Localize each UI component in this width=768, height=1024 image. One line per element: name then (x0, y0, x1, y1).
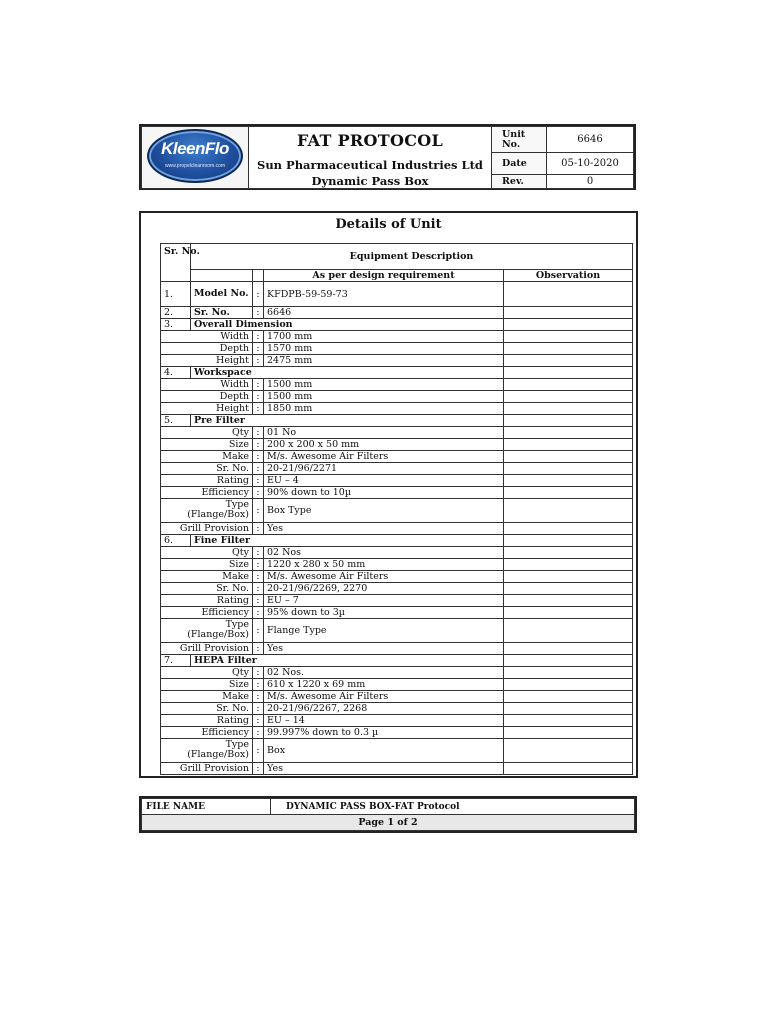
spec-row (161, 439, 633, 451)
spec-value: 2475 mm (264, 355, 504, 367)
spec-label: Qty (161, 546, 253, 558)
spec-label: Rating (161, 714, 253, 726)
spec-row (161, 463, 633, 475)
spec-colon: : (253, 642, 264, 654)
spec-colon: : (253, 582, 264, 594)
spec-colon: : (253, 678, 264, 690)
spec-observation (504, 319, 633, 331)
spec-colon: : (253, 702, 264, 714)
spec-section-title: Workspace (191, 367, 504, 379)
spec-label: Qty (161, 666, 253, 678)
spec-observation (504, 726, 633, 738)
spec-section-title: HEPA Filter (191, 654, 504, 666)
doc-title: FAT PROTOCOL (296, 131, 444, 150)
spec-observation (504, 534, 633, 546)
spec-observation (504, 606, 633, 618)
spec-colon: : (253, 558, 264, 570)
spec-colon: : (253, 463, 264, 475)
spec-observation (504, 355, 633, 367)
observation-header: Observation (504, 270, 633, 282)
spec-sr: 2. (161, 307, 191, 319)
spec-label: Grill Provision (161, 642, 253, 654)
spec-value: Yes (264, 522, 504, 534)
spec-value: 90% down to 10µ (264, 486, 504, 498)
spec-row (161, 702, 633, 714)
spec-colon: : (253, 486, 264, 498)
spec-observation (504, 678, 633, 690)
spec-label: Size (161, 678, 253, 690)
spec-colon: : (253, 439, 264, 451)
spec-label: Width (161, 379, 253, 391)
logo-cell (142, 127, 249, 189)
spec-value: 1850 mm (264, 403, 504, 415)
spec-section-title: Pre Filter (191, 415, 504, 427)
rev-label: Rev. (492, 175, 547, 189)
spec-row (161, 391, 633, 403)
spec-colon: : (253, 726, 264, 738)
logo-text: KleenFlo (161, 138, 229, 158)
spec-colon: : (253, 474, 264, 486)
spec-colon: : (253, 714, 264, 726)
spec-label: Efficiency (161, 486, 253, 498)
spec-colon: : (253, 666, 264, 678)
spec-value: M/s. Awesome Air Filters (264, 451, 504, 463)
spec-label: Make (161, 570, 253, 582)
spec-row (161, 558, 633, 570)
spec-label: Model No. (191, 282, 253, 307)
spec-colon: : (253, 594, 264, 606)
spec-value: 1500 mm (264, 391, 504, 403)
file-name-label: FILE NAME (142, 799, 271, 815)
details-of-unit-box (139, 211, 638, 778)
spec-label: Sr. No. (191, 307, 253, 319)
spec-row (161, 343, 633, 355)
spec-colon: : (253, 570, 264, 582)
spec-observation (504, 391, 633, 403)
spec-sr: 6. (161, 534, 191, 546)
spec-label: Sr. No. (161, 702, 253, 714)
spec-value: 200 x 200 x 50 mm (264, 439, 504, 451)
title-cell (249, 127, 492, 189)
sr-no-header: Sr. No. (161, 244, 191, 282)
date-label: Date (492, 153, 547, 175)
spec-observation (504, 594, 633, 606)
spec-value: Yes (264, 642, 504, 654)
spec-observation (504, 666, 633, 678)
spec-observation (504, 343, 633, 355)
spec-section-row (161, 319, 633, 331)
spec-row (161, 451, 633, 463)
date-value: 05-10-2020 (547, 153, 634, 175)
spec-row (161, 498, 633, 522)
spec-colon: : (253, 498, 264, 522)
spec-colon: : (253, 427, 264, 439)
spec-observation (504, 451, 633, 463)
spec-label: Type (Flange/Box) (161, 498, 253, 522)
spec-colon: : (253, 522, 264, 534)
spec-value: 02 Nos. (264, 666, 504, 678)
spec-table (160, 243, 633, 775)
spec-label: Size (161, 558, 253, 570)
spec-value: 1220 x 280 x 50 mm (264, 558, 504, 570)
spec-label: Qty (161, 427, 253, 439)
spec-row (161, 403, 633, 415)
spec-subheader-row (161, 270, 633, 282)
spec-colon: : (253, 606, 264, 618)
spec-observation (504, 486, 633, 498)
spec-value: Yes (264, 762, 504, 774)
spec-observation (504, 690, 633, 702)
spec-row (161, 762, 633, 774)
spec-label: Height (161, 403, 253, 415)
spec-value: Box (264, 738, 504, 762)
spec-colon: : (253, 618, 264, 642)
spec-label: Depth (161, 391, 253, 403)
unit-value: 6646 (547, 127, 634, 153)
spec-value: 99.997% down to 0.3 µ (264, 726, 504, 738)
spec-row (161, 594, 633, 606)
spec-observation (504, 762, 633, 774)
spec-row (161, 570, 633, 582)
spec-value: M/s. Awesome Air Filters (264, 690, 504, 702)
spec-observation (504, 570, 633, 582)
spec-label: Height (161, 355, 253, 367)
spec-row (161, 307, 633, 319)
spec-row (161, 678, 633, 690)
spec-value: 6646 (264, 307, 504, 319)
spec-colon: : (253, 379, 264, 391)
unit-label: Unit No. (492, 127, 547, 153)
spec-label: Type (Flange/Box) (161, 738, 253, 762)
spec-value: EU – 4 (264, 474, 504, 486)
rev-value: 0 (547, 175, 634, 189)
spec-table-body (161, 244, 633, 775)
spec-colon: : (253, 451, 264, 463)
spec-value: 1570 mm (264, 343, 504, 355)
spec-label: Rating (161, 474, 253, 486)
spec-label: Grill Provision (161, 762, 253, 774)
spec-observation (504, 367, 633, 379)
spec-row (161, 738, 633, 762)
spec-value: EU – 7 (264, 594, 504, 606)
spec-observation (504, 379, 633, 391)
spec-row (161, 726, 633, 738)
spec-colon: : (253, 331, 264, 343)
spec-value: EU – 14 (264, 714, 504, 726)
spec-label: Sr. No. (161, 582, 253, 594)
spec-colon: : (253, 762, 264, 774)
spec-row (161, 618, 633, 642)
spec-observation (504, 618, 633, 642)
spec-observation (504, 642, 633, 654)
spec-row (161, 546, 633, 558)
file-name-value: DYNAMIC PASS BOX-FAT Protocol (271, 799, 635, 815)
spec-value: M/s. Awesome Air Filters (264, 570, 504, 582)
spec-label: Make (161, 451, 253, 463)
spec-observation (504, 415, 633, 427)
spec-sr: 1. (161, 282, 191, 307)
spec-observation (504, 558, 633, 570)
spec-value: 20-21/96/2269, 2270 (264, 582, 504, 594)
spec-observation (504, 439, 633, 451)
design-requirement-header: As per design requirement (264, 270, 504, 282)
page-number: Page 1 of 2 (142, 815, 635, 831)
spec-observation (504, 582, 633, 594)
spec-observation (504, 522, 633, 534)
kleenflo-logo (147, 129, 243, 183)
spec-observation (504, 307, 633, 319)
spec-value: 1500 mm (264, 379, 504, 391)
subheader-blank (191, 270, 253, 282)
spec-observation (504, 474, 633, 486)
spec-value: 01 No (264, 427, 504, 439)
spec-row (161, 427, 633, 439)
spec-row (161, 379, 633, 391)
details-title: Details of Unit (335, 217, 442, 232)
spec-section-title: Overall Dimension (191, 319, 504, 331)
spec-row (161, 714, 633, 726)
spec-observation (504, 498, 633, 522)
spec-label: Depth (161, 343, 253, 355)
spec-observation (504, 702, 633, 714)
document-footer (139, 796, 637, 833)
spec-sr: 7. (161, 654, 191, 666)
spec-value: 20-21/96/2267, 2268 (264, 702, 504, 714)
equipment-description-header: Equipment Description (191, 244, 633, 270)
spec-observation (504, 546, 633, 558)
spec-observation (504, 654, 633, 666)
spec-observation (504, 738, 633, 762)
spec-value: 1700 mm (264, 331, 504, 343)
spec-colon: : (253, 355, 264, 367)
spec-sr: 5. (161, 415, 191, 427)
spec-colon: : (253, 738, 264, 762)
logo-url: www.propelcleanroom.com (164, 162, 226, 169)
spec-label: Rating (161, 594, 253, 606)
spec-row (161, 666, 633, 678)
spec-colon: : (253, 391, 264, 403)
spec-section-title: Fine Filter (191, 534, 504, 546)
spec-row (161, 582, 633, 594)
spec-header-row (161, 244, 633, 270)
spec-label: Grill Provision (161, 522, 253, 534)
spec-row (161, 331, 633, 343)
spec-label: Efficiency (161, 726, 253, 738)
spec-row (161, 522, 633, 534)
spec-colon: : (253, 690, 264, 702)
spec-observation (504, 282, 633, 307)
spec-row (161, 474, 633, 486)
spec-row (161, 355, 633, 367)
spec-label: Width (161, 331, 253, 343)
company-name: Sun Pharmaceutical Industries Ltd (257, 158, 483, 172)
document-header (139, 124, 636, 190)
spec-section-row (161, 534, 633, 546)
spec-row (161, 486, 633, 498)
spec-label: Efficiency (161, 606, 253, 618)
spec-row (161, 690, 633, 702)
spec-section-row (161, 415, 633, 427)
spec-value: 02 Nos (264, 546, 504, 558)
product-name: Dynamic Pass Box (311, 174, 429, 188)
spec-colon: : (253, 343, 264, 355)
spec-row (161, 642, 633, 654)
spec-value: Flange Type (264, 618, 504, 642)
spec-colon: : (253, 282, 264, 307)
spec-sr: 4. (161, 367, 191, 379)
spec-section-row (161, 654, 633, 666)
spec-label: Sr. No. (161, 463, 253, 475)
spec-section-row (161, 367, 633, 379)
spec-colon: : (253, 307, 264, 319)
spec-sr: 3. (161, 319, 191, 331)
spec-observation (504, 427, 633, 439)
spec-label: Size (161, 439, 253, 451)
subheader-colon-blank (253, 270, 264, 282)
spec-label: Make (161, 690, 253, 702)
spec-observation (504, 463, 633, 475)
spec-value: 20-21/96/2271 (264, 463, 504, 475)
spec-label: Type (Flange/Box) (161, 618, 253, 642)
spec-colon: : (253, 546, 264, 558)
spec-value: KFDPB-59-59-73 (264, 282, 504, 307)
spec-row (161, 606, 633, 618)
spec-observation (504, 331, 633, 343)
spec-observation (504, 714, 633, 726)
spec-colon: : (253, 403, 264, 415)
spec-value: 95% down to 3µ (264, 606, 504, 618)
spec-observation (504, 403, 633, 415)
spec-row (161, 282, 633, 307)
spec-value: 610 x 1220 x 69 mm (264, 678, 504, 690)
spec-value: Box Type (264, 498, 504, 522)
